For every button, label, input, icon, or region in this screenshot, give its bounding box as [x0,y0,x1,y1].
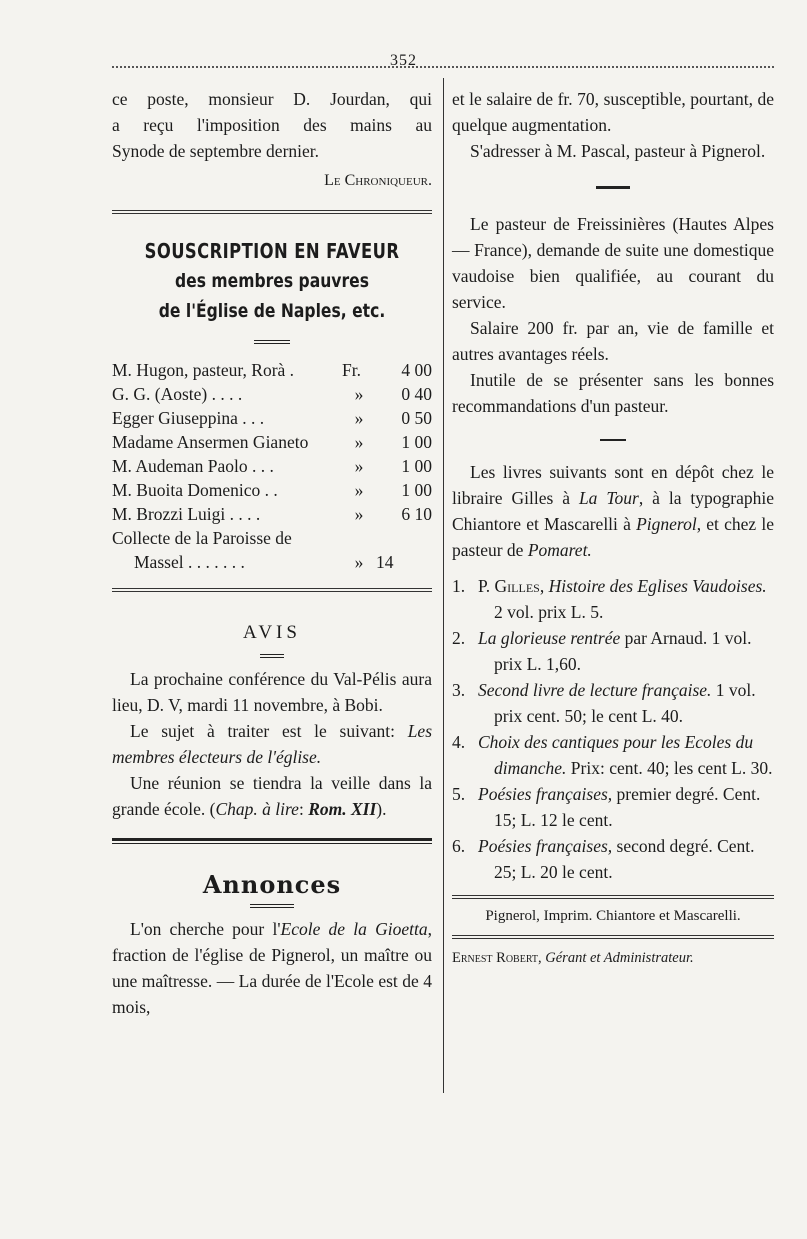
list-rest: 1 vol. prix cent. 50; le cent L. 40. [494,680,756,726]
list-number: 3. [452,680,466,700]
avis-p3-end: ). [376,799,387,819]
right-pascal: S'adresser à M. Pascal, pasteur à Pignerol. [470,141,766,161]
right-column [452,86,774,969]
table-row [112,430,432,454]
currency: » [354,408,364,428]
page-number: 352 [390,52,417,69]
list-title: Histoire des Eglises Vaudoises. [548,576,767,596]
avis-p3-rom: Rom. XII [308,799,377,819]
left-column [112,86,432,1020]
list-item [452,729,774,781]
amount: 4 00 [401,360,432,380]
list-rest: Prix: cent. 40; les cent L. 30. [566,758,773,778]
top-dotted-rule [112,66,774,68]
donor-name: M. Brozzi Luigi . . . . [112,504,261,524]
annonces-p1-b: , fraction de l'église de Pignerol, un maître ou une maîtresse. — La durée de l'Ecole est de 4 mois, [112,919,432,1017]
signature: Le Chroniqueur. [324,172,432,189]
table-row [112,406,432,430]
avis-paragraph-3 [112,770,432,822]
short-dash [600,439,626,441]
amount: 0 50 [401,408,432,428]
right-livres [452,459,774,563]
list-author: P. Gilles, [478,576,545,596]
table-row [112,478,432,502]
list-rest: premier degré. Cent. 15; L. 12 le cent. [494,784,761,830]
avis-p2-lead: Le sujet à traiter est le suivant: [130,721,395,741]
section-rule [112,588,432,592]
table-row [112,382,432,406]
section-rule [112,210,432,214]
avis-paragraph-1: La prochaine conférence du Val-Pélis aura lieu, D. V, mardi 11 novembre, à Bobi. [112,669,432,715]
column-divider [443,78,444,1093]
souscription-line-2: des membres pauvres [174,270,369,292]
short-dash [596,186,630,189]
list-number: 1. [452,576,466,596]
collecte-line-1: Collecte de la Paroisse de [112,528,292,548]
avis-p3-lead: Une réunion se tiendra la veille dans la grande école. ( [112,773,432,819]
right-continuation: et le salaire de fr. 70, susceptible, pourtant, de quelque augmentation. [452,89,774,135]
section-rule [452,895,774,899]
list-item [452,573,774,625]
right-freissinieres: Le pasteur de Freissinières (Hautes Alpes — France), demande de suite une domestique vaudoise bien qualifiée, au courant du service. [452,214,774,312]
list-rest: second degré. Cent. 25; L. 20 le cent. [494,836,755,882]
table-row [112,454,432,478]
small-double-dash [254,340,290,344]
avis-p3-chap: Chap. à lire [215,799,299,819]
small-double-dash [260,654,284,658]
list-title: Poésies françaises, [478,784,613,804]
donor-name: M. Hugon, pasteur, Rorà . [112,360,295,380]
donor-name: M. Audeman Paolo . . . [112,456,274,476]
gerant-name: Ernest Robert, [452,950,542,966]
intro-line-1: ce poste, monsieur D. Jourdan, qui [112,89,432,109]
livres-b: , à la typographie Chiantore et Mascarelli à [452,488,775,534]
list-title: La glorieuse rentrée [478,628,621,648]
avis-title: AVIS [243,622,301,643]
currency: » [354,432,364,452]
livres-a: Les livres suivants sont en dépôt chez le libraire Gilles à [452,462,774,508]
amount: 6 10 [401,504,432,524]
annonces-title: Annonces [202,870,342,899]
table-row [112,358,432,382]
gerant-line [452,947,774,969]
table-row [112,502,432,526]
list-item [452,781,774,833]
list-number: 5. [452,784,466,804]
list-rest: par Arnaud. 1 vol. prix L. 1,60. [494,628,752,674]
right-inutile: Inutile de se présenter sans les bonnes recommandations d'un pasteur. [452,370,774,416]
imprint: Pignerol, Imprim. Chiantore et Mascarelli. [485,908,741,924]
list-number: 2. [452,628,466,648]
souscription-line-3: de l'Église de Naples, etc. [158,300,386,322]
list-number: 6. [452,836,466,856]
small-double-dash [250,904,294,908]
list-title: Choix des cantiques pour les Ecoles du dimanche. [478,732,754,778]
avis-p3-mid: : [298,799,309,819]
table-row [112,526,432,550]
amount: 14 [376,552,394,572]
souscription-title: SOUSCRIPTION EN FAVEUR [144,239,400,263]
livres-pomaret: Pomaret. [527,540,592,560]
subscription-table [112,358,432,574]
donor-name: M. Buoita Domenico . . [112,480,278,500]
donor-name: Egger Giuseppina . . . [112,408,265,428]
currency: » [354,552,364,572]
right-salaire: Salaire 200 fr. par an, vie de famille et autres avantages réels. [452,318,774,364]
list-item [452,677,774,729]
annonces-p1-italic: Ecole de la Gioetta [280,919,428,939]
donor-name: G. G. (Aoste) . . . . [112,384,243,404]
currency: » [354,480,364,500]
livres-la-tour: La Tour [578,488,639,508]
list-item [452,833,774,885]
donor-name: Madame Ansermen Gianeto [112,432,309,452]
currency: Fr. [342,360,361,380]
table-row [112,550,432,574]
collecte-line-2: Massel . . . . . . . [134,552,245,572]
currency: » [354,384,364,404]
list-title: Second livre de lecture française. [478,680,712,700]
amount: 1 00 [401,480,432,500]
intro-line-2: a reçu l'imposition des mains au [112,115,432,135]
section-rule [452,935,774,939]
amount: 0 40 [401,384,432,404]
annonces-paragraph-1 [112,916,432,1020]
list-item [452,625,774,677]
list-title: Poésies françaises, [478,836,613,856]
avis-paragraph-2 [112,718,432,770]
list-number: 4. [452,732,466,752]
section-rule-thick [112,838,432,844]
avis-p2-italic: Les membres électeurs de l'église. [112,721,432,767]
amount: 1 00 [401,432,432,452]
list-rest: 2 vol. prix L. 5. [494,602,604,622]
annonces-p1-a: L'on cherche pour l' [130,919,281,939]
amount: 1 00 [401,456,432,476]
currency: » [354,456,364,476]
livres-pignerol: Pignerol [636,514,697,534]
gerant-role: Gérant et Administrateur. [545,950,694,966]
souscription-heading [112,236,432,326]
intro-line-3: Synode de septembre dernier. [112,141,320,161]
livres-c: , et chez le pasteur de [452,514,774,560]
currency: » [354,504,364,524]
